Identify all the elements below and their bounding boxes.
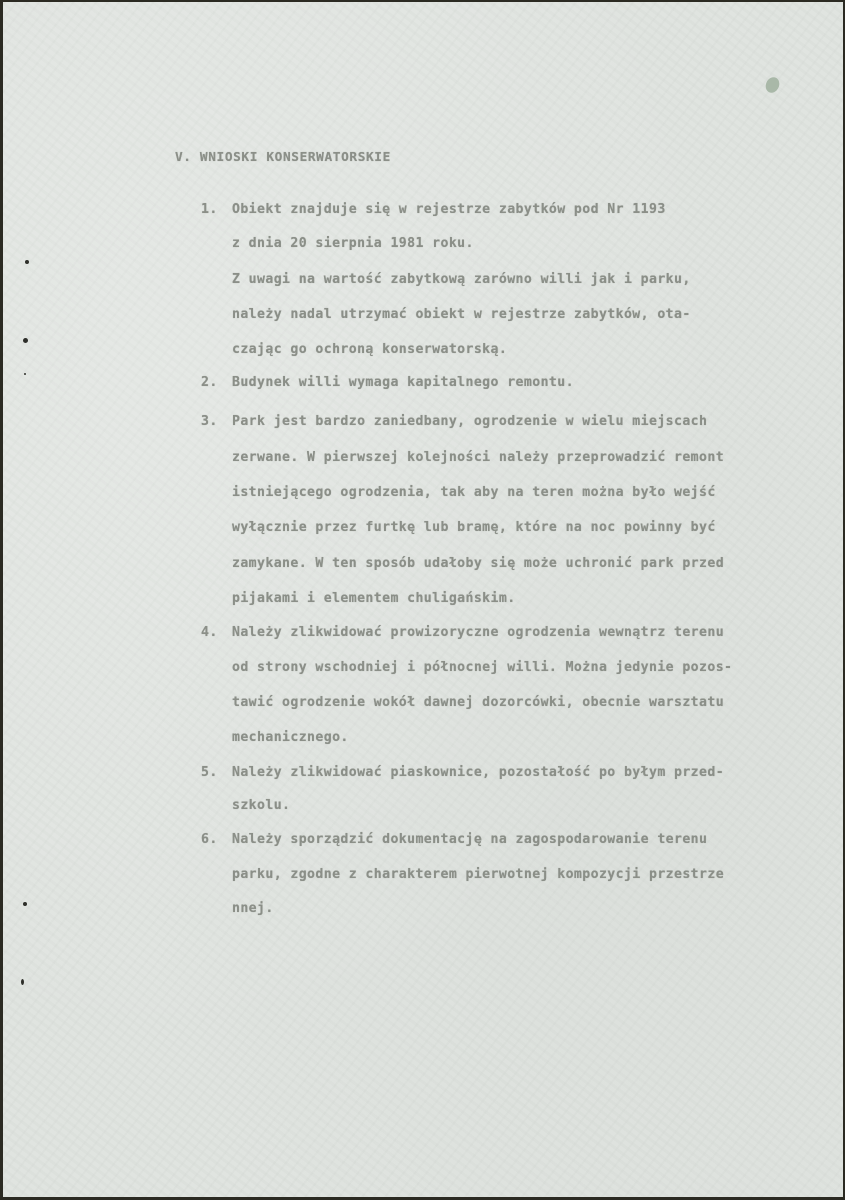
item-line: parku, zgodne z charakterem pierwotnej kompozycji przestrze xyxy=(232,867,725,882)
item-line: Obiekt znajduje się w rejestrze zabytków pod Nr 1193 xyxy=(232,202,666,217)
item-line: istniejącego ogrodzenia, tak aby na teren można było wejść xyxy=(232,485,716,500)
item-number: 4. xyxy=(201,625,218,640)
document-page xyxy=(3,2,843,1197)
item-line: szkolu. xyxy=(232,798,291,813)
item-number: 3. xyxy=(201,414,218,429)
item-line: Należy zlikwidować piaskownice, pozostałość po byłym przed- xyxy=(232,765,725,780)
section-heading: V. WNIOSKI KONSERWATORSKIE xyxy=(175,150,391,165)
item-line: zamykane. W ten sposób udałoby się może uchronić park przed xyxy=(232,556,725,571)
item-number: 2. xyxy=(201,375,218,390)
item-line: Należy zlikwidować prowizoryczne ogrodzenia wewnątrz terenu xyxy=(232,625,725,640)
margin-mark xyxy=(23,902,27,906)
item-number: 6. xyxy=(201,832,218,847)
item-line: nnej. xyxy=(232,901,274,916)
item-line: z dnia 20 sierpnia 1981 roku. xyxy=(232,236,474,251)
margin-mark xyxy=(24,373,26,375)
item-line: Należy sporządzić dokumentację na zagospodarowanie terenu xyxy=(232,832,708,847)
item-line: Z uwagi na wartość zabytkową zarówno willi jak i parku, xyxy=(232,272,691,287)
margin-mark xyxy=(23,338,28,343)
margin-mark xyxy=(21,979,24,985)
item-number: 1. xyxy=(201,202,218,217)
item-line: mechanicznego. xyxy=(232,730,349,745)
item-line: należy nadal utrzymać obiekt w rejestrze zabytków, ota- xyxy=(232,307,691,322)
item-line: Park jest bardzo zaniedbany, ogrodzenie w wielu miejscach xyxy=(232,414,708,429)
ink-stain xyxy=(763,75,782,95)
item-line: Budynek willi wymaga kapitalnego remontu. xyxy=(232,375,574,390)
item-number: 5. xyxy=(201,765,218,780)
item-line: wyłącznie przez furtkę lub bramę, które na noc powinny być xyxy=(232,520,716,535)
item-line: tawić ogrodzenie wokół dawnej dozorcówki, obecnie warsztatu xyxy=(232,695,725,710)
item-line: czając go ochroną konserwatorską. xyxy=(232,342,508,357)
item-line: od strony wschodniej i północnej willi. Można jedynie pozos- xyxy=(232,660,733,675)
item-line: zerwane. W pierwszej kolejności należy przeprowadzić remont xyxy=(232,450,725,465)
margin-mark xyxy=(25,260,29,264)
item-line: pijakami i elementem chuligańskim. xyxy=(232,591,516,606)
